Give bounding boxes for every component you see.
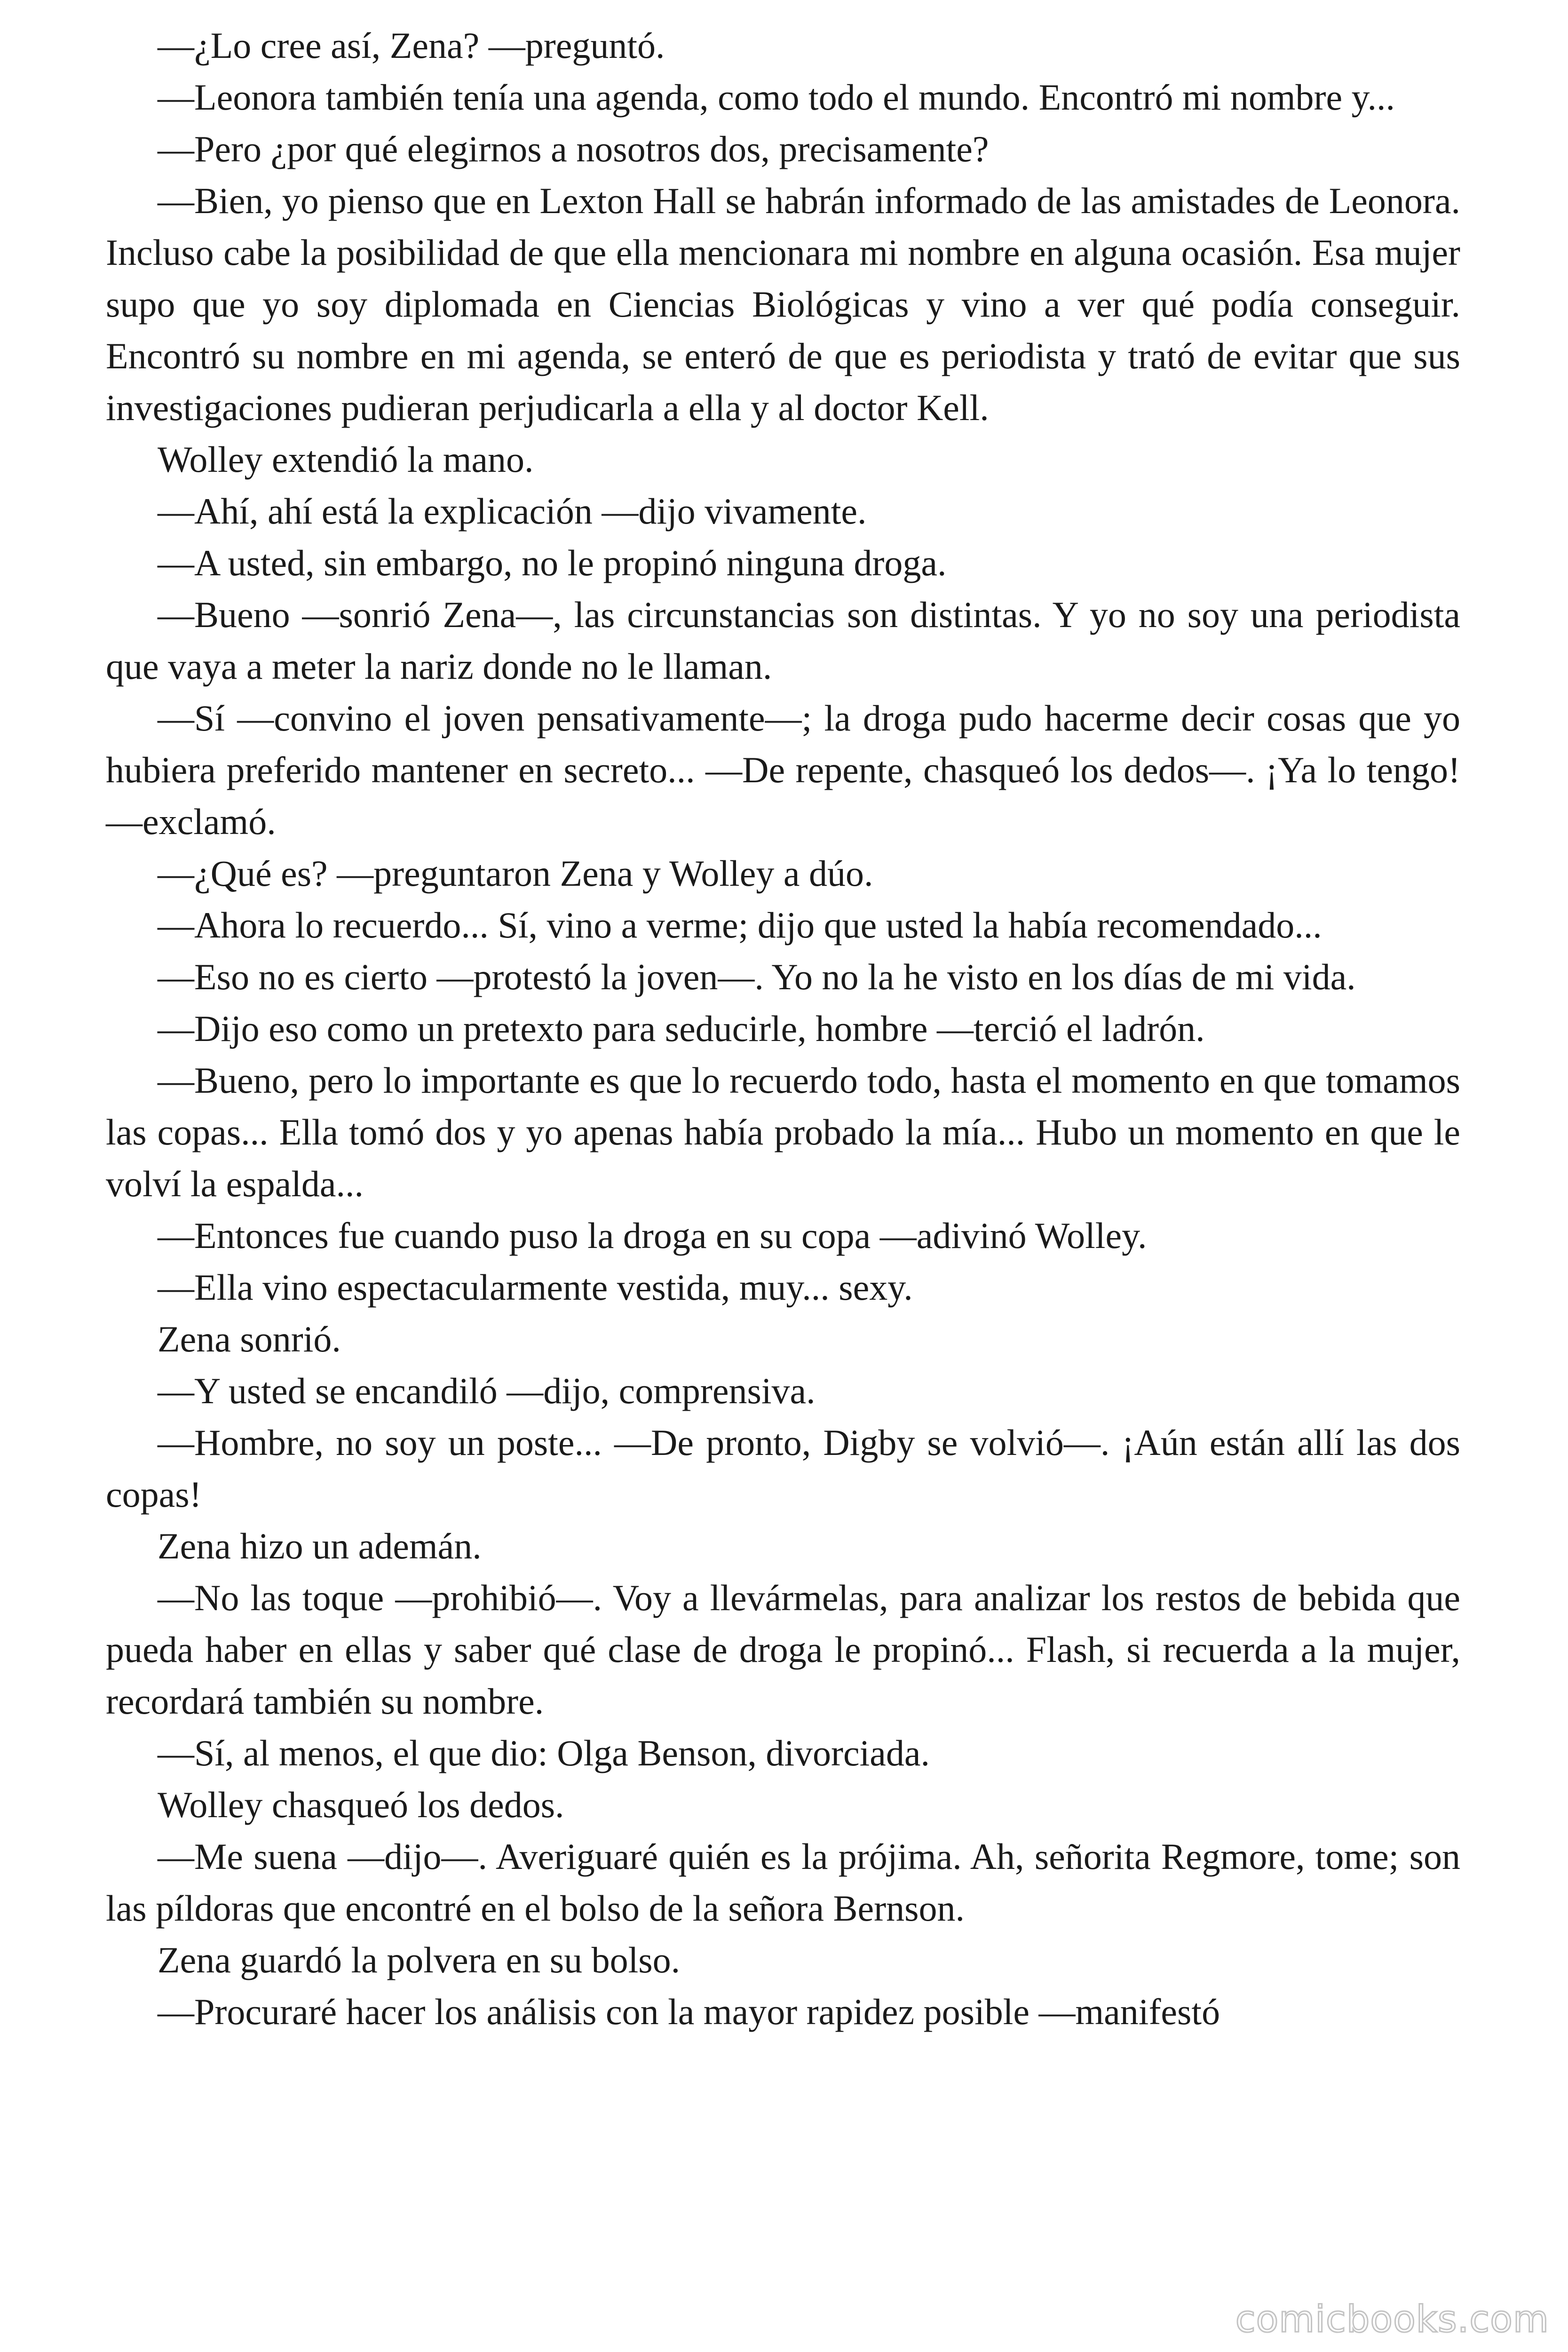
paragraph: —Entonces fue cuando puso la droga en su copa —adivinó Wolley. — [158, 1215, 1147, 1256]
paragraph: —Me suena —dijo—. Averiguaré quién es la prójima. Ah, señorita Regmore, tome; son las píldoras que encontré en el bolso de la señora Bernson. — [106, 1836, 1460, 1929]
watermark: comicbooks.com — [1235, 2298, 1549, 2341]
paragraph: —¿Lo cree así, Zena? —preguntó. — [158, 25, 665, 66]
paragraph: —Eso no es cierto —protestó la joven—. Yo no la he visto en los días de mi vida. — [158, 956, 1356, 997]
paragraph: —Dijo eso como un pretexto para seducirle, hombre —terció el ladrón. — [158, 1008, 1205, 1049]
paragraph: Zena hizo un ademán. — [158, 1526, 482, 1566]
paragraph: —Bueno —sonrió Zena—, las circunstancias son distintas. Y yo no soy una periodista que vaya a meter la nariz donde no le llaman. — [106, 594, 1460, 687]
paragraph: —Y usted se encandiló —dijo, comprensiva. — [158, 1370, 816, 1411]
paragraph: —No las toque —prohibió—. Voy a llevármelas, para analizar los restos de bebida que pueda haber en ellas y saber qué clase de droga le propinó... Flash, si recuerda a la mujer, recordará también su nombre. — [106, 1577, 1460, 1722]
paragraph: —Sí, al menos, el que dio: Olga Benson, divorciada. — [158, 1732, 930, 1773]
paragraph: —Bien, yo pienso que en Lexton Hall se habrán informado de las amistades de Leonora. Incluso cabe la posibilidad de que ella mencionara mi nombre en alguna ocasión. Esa mujer supo que yo soy diplomada en Ciencias Biológicas y vino a ver qué podía conseguir. Encontró su nombre en mi agenda, se enteró de que es periodista y trató de evitar que sus investigaciones pudieran perjudicarla a ella y al doctor Kell. — [106, 180, 1460, 428]
paragraph: —Bueno, pero lo importante es que lo recuerdo todo, hasta el momento en que tomamos las copas... Ella tomó dos y yo apenas había probado la mía... Hubo un momento en que le volví la espalda... — [106, 1060, 1460, 1204]
paragraph: —¿Qué es? —preguntaron Zena y Wolley a dúo. — [158, 853, 873, 894]
paragraph: —Ahí, ahí está la explicación —dijo vivamente. — [158, 491, 867, 532]
page-text — [106, 20, 1460, 2038]
paragraph: —Pero ¿por qué elegirnos a nosotros dos, precisamente? — [158, 128, 989, 169]
paragraph: Zena sonrió. — [158, 1319, 341, 1359]
paragraph: —Ella vino espectacularmente vestida, muy... sexy. — [158, 1267, 913, 1308]
paragraph: —A usted, sin embargo, no le propinó ninguna droga. — [158, 542, 947, 583]
paragraph: —Sí —convino el joven pensativamente—; la droga pudo hacerme decir cosas que yo hubiera preferido mantener en secreto... —De repente, chasqueó los dedos—. ¡Ya lo tengo! —exclamó. — [106, 698, 1460, 842]
paragraph: Zena guardó la polvera en su bolso. — [158, 1939, 681, 1980]
paragraph: —Ahora lo recuerdo... Sí, vino a verme; dijo que usted la había recomendado... — [158, 905, 1322, 946]
paragraph: —Hombre, no soy un poste... —De pronto, Digby se volvió—. ¡Aún están allí las dos copas! — [106, 1422, 1460, 1515]
paragraph: —Procuraré hacer los análisis con la mayor rapidez posible —manifestó — [158, 1991, 1220, 2032]
paragraph: —Leonora también tenía una agenda, como todo el mundo. Encontró mi nombre y... — [158, 77, 1395, 118]
paragraph: Wolley extendió la mano. — [158, 439, 534, 480]
paragraph: Wolley chasqueó los dedos. — [158, 1784, 564, 1825]
